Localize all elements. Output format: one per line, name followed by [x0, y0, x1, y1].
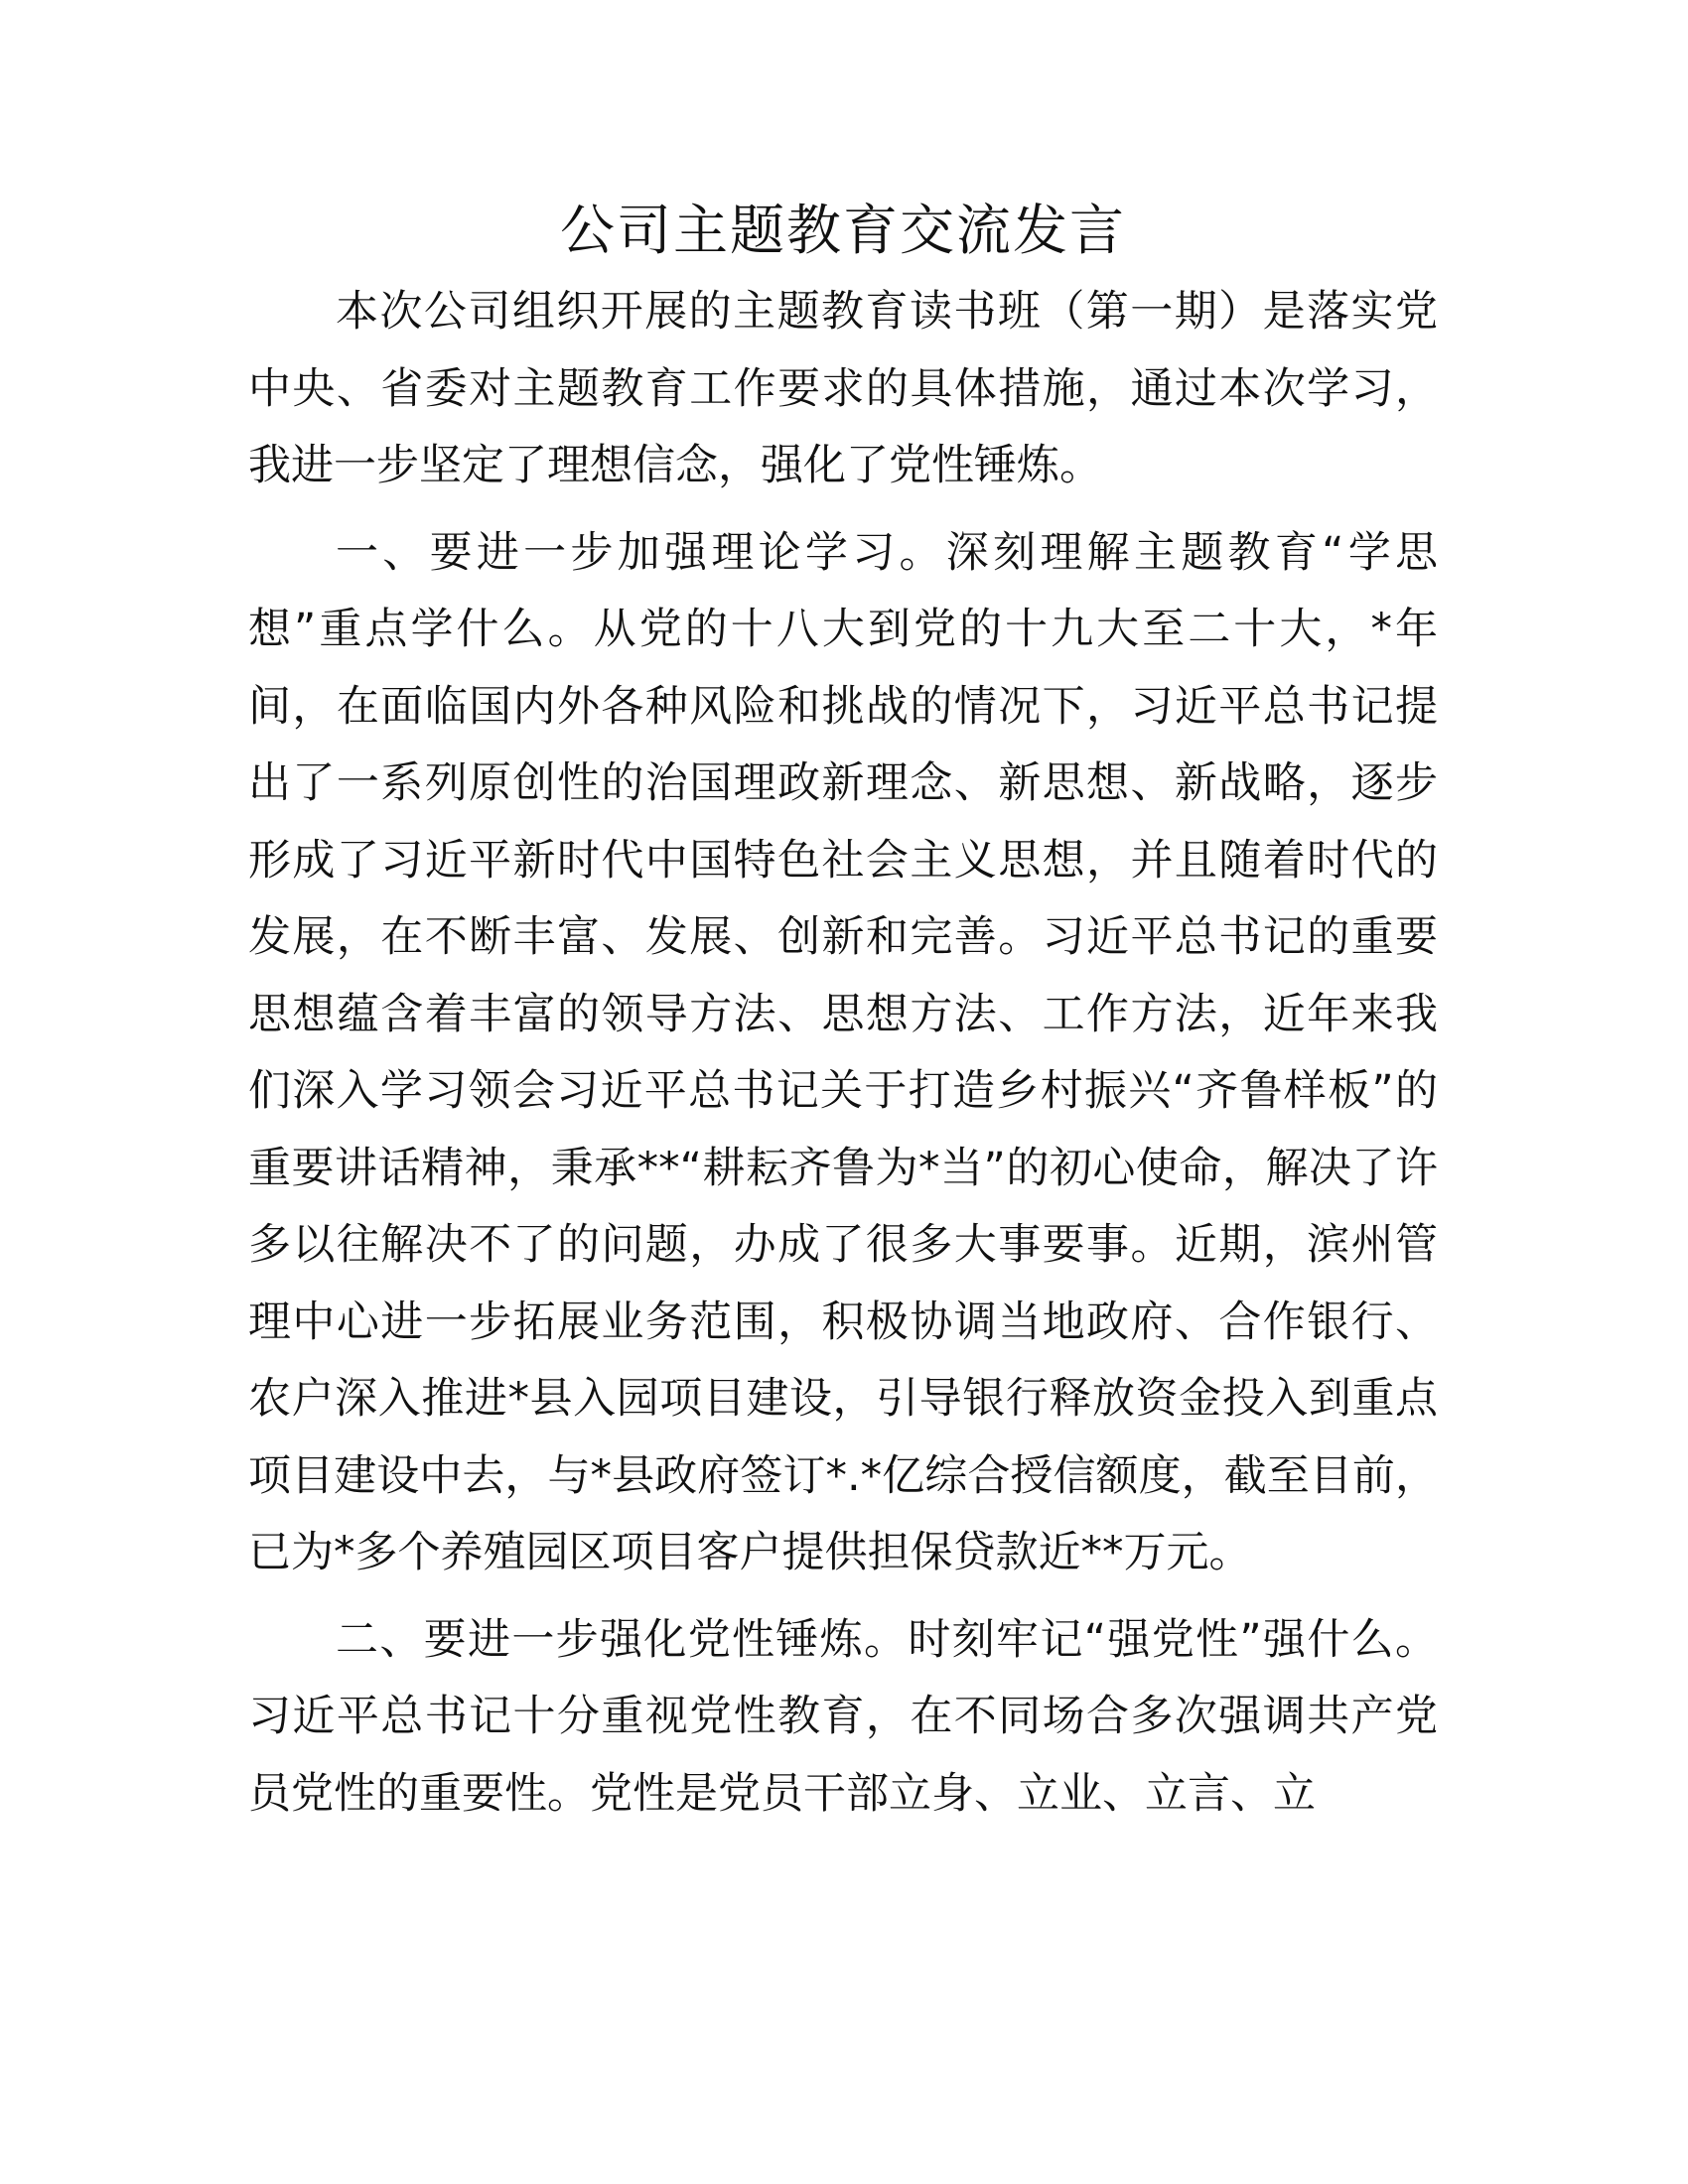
paragraph-section-two: 二、要进一步强化党性锤炼。时刻牢记“强党性”强什么。习近平总书记十分重视党性教育，在不同场合多次强调共产党员党性的重要性。党性是党员干部立身、立业、立言、立	[248, 1614, 1438, 1819]
document-title: 公司主题教育交流发言	[559, 199, 1126, 262]
paragraph-intro: 本次公司组织开展的主题教育读书班（第一期）是落实党中央、省委对主题教育工作要求的具体措施，通过本次学习，我进一步坚定了理想信念，强化了党性锤炼。	[248, 287, 1438, 490]
document-page	[248, 195, 1438, 1843]
paragraph-section-one: 一、要进一步加强理论学习。深刻理解主题教育“学思想”重点学什么。从党的十八大到党的十九大至二十大，*年间，在面临国内外各种风险和挑战的情况下，习近平总书记提出了一系列原创性的治国理政新理念、新思想、新战略，逐步形成了习近平新时代中国特色社会主义思想，并且随着时代的发展，在不断丰富、发展、创新和完善。习近平总书记的重要思想蕴含着丰富的领导方法、思想方法、工作方法，近年来我们深入学习领会习近平总书记关于打造乡村振兴“齐鲁样板”的重要讲话精神，秉承**“耕耘齐鲁为*当”的初心使命，解决了许多以往解决不了的问题，办成了很多大事要事。近期，滨州管理中心进一步拓展业务范围，积极协调当地政府、合作银行、农户深入推进*县入园项目建设，引导银行释放资金投入到重点项目建设中去，与*县政府签订*.*亿综合授信额度，截至目前，已为*多个养殖园区项目客户提供担保贷款近**万元。	[248, 527, 1438, 1577]
